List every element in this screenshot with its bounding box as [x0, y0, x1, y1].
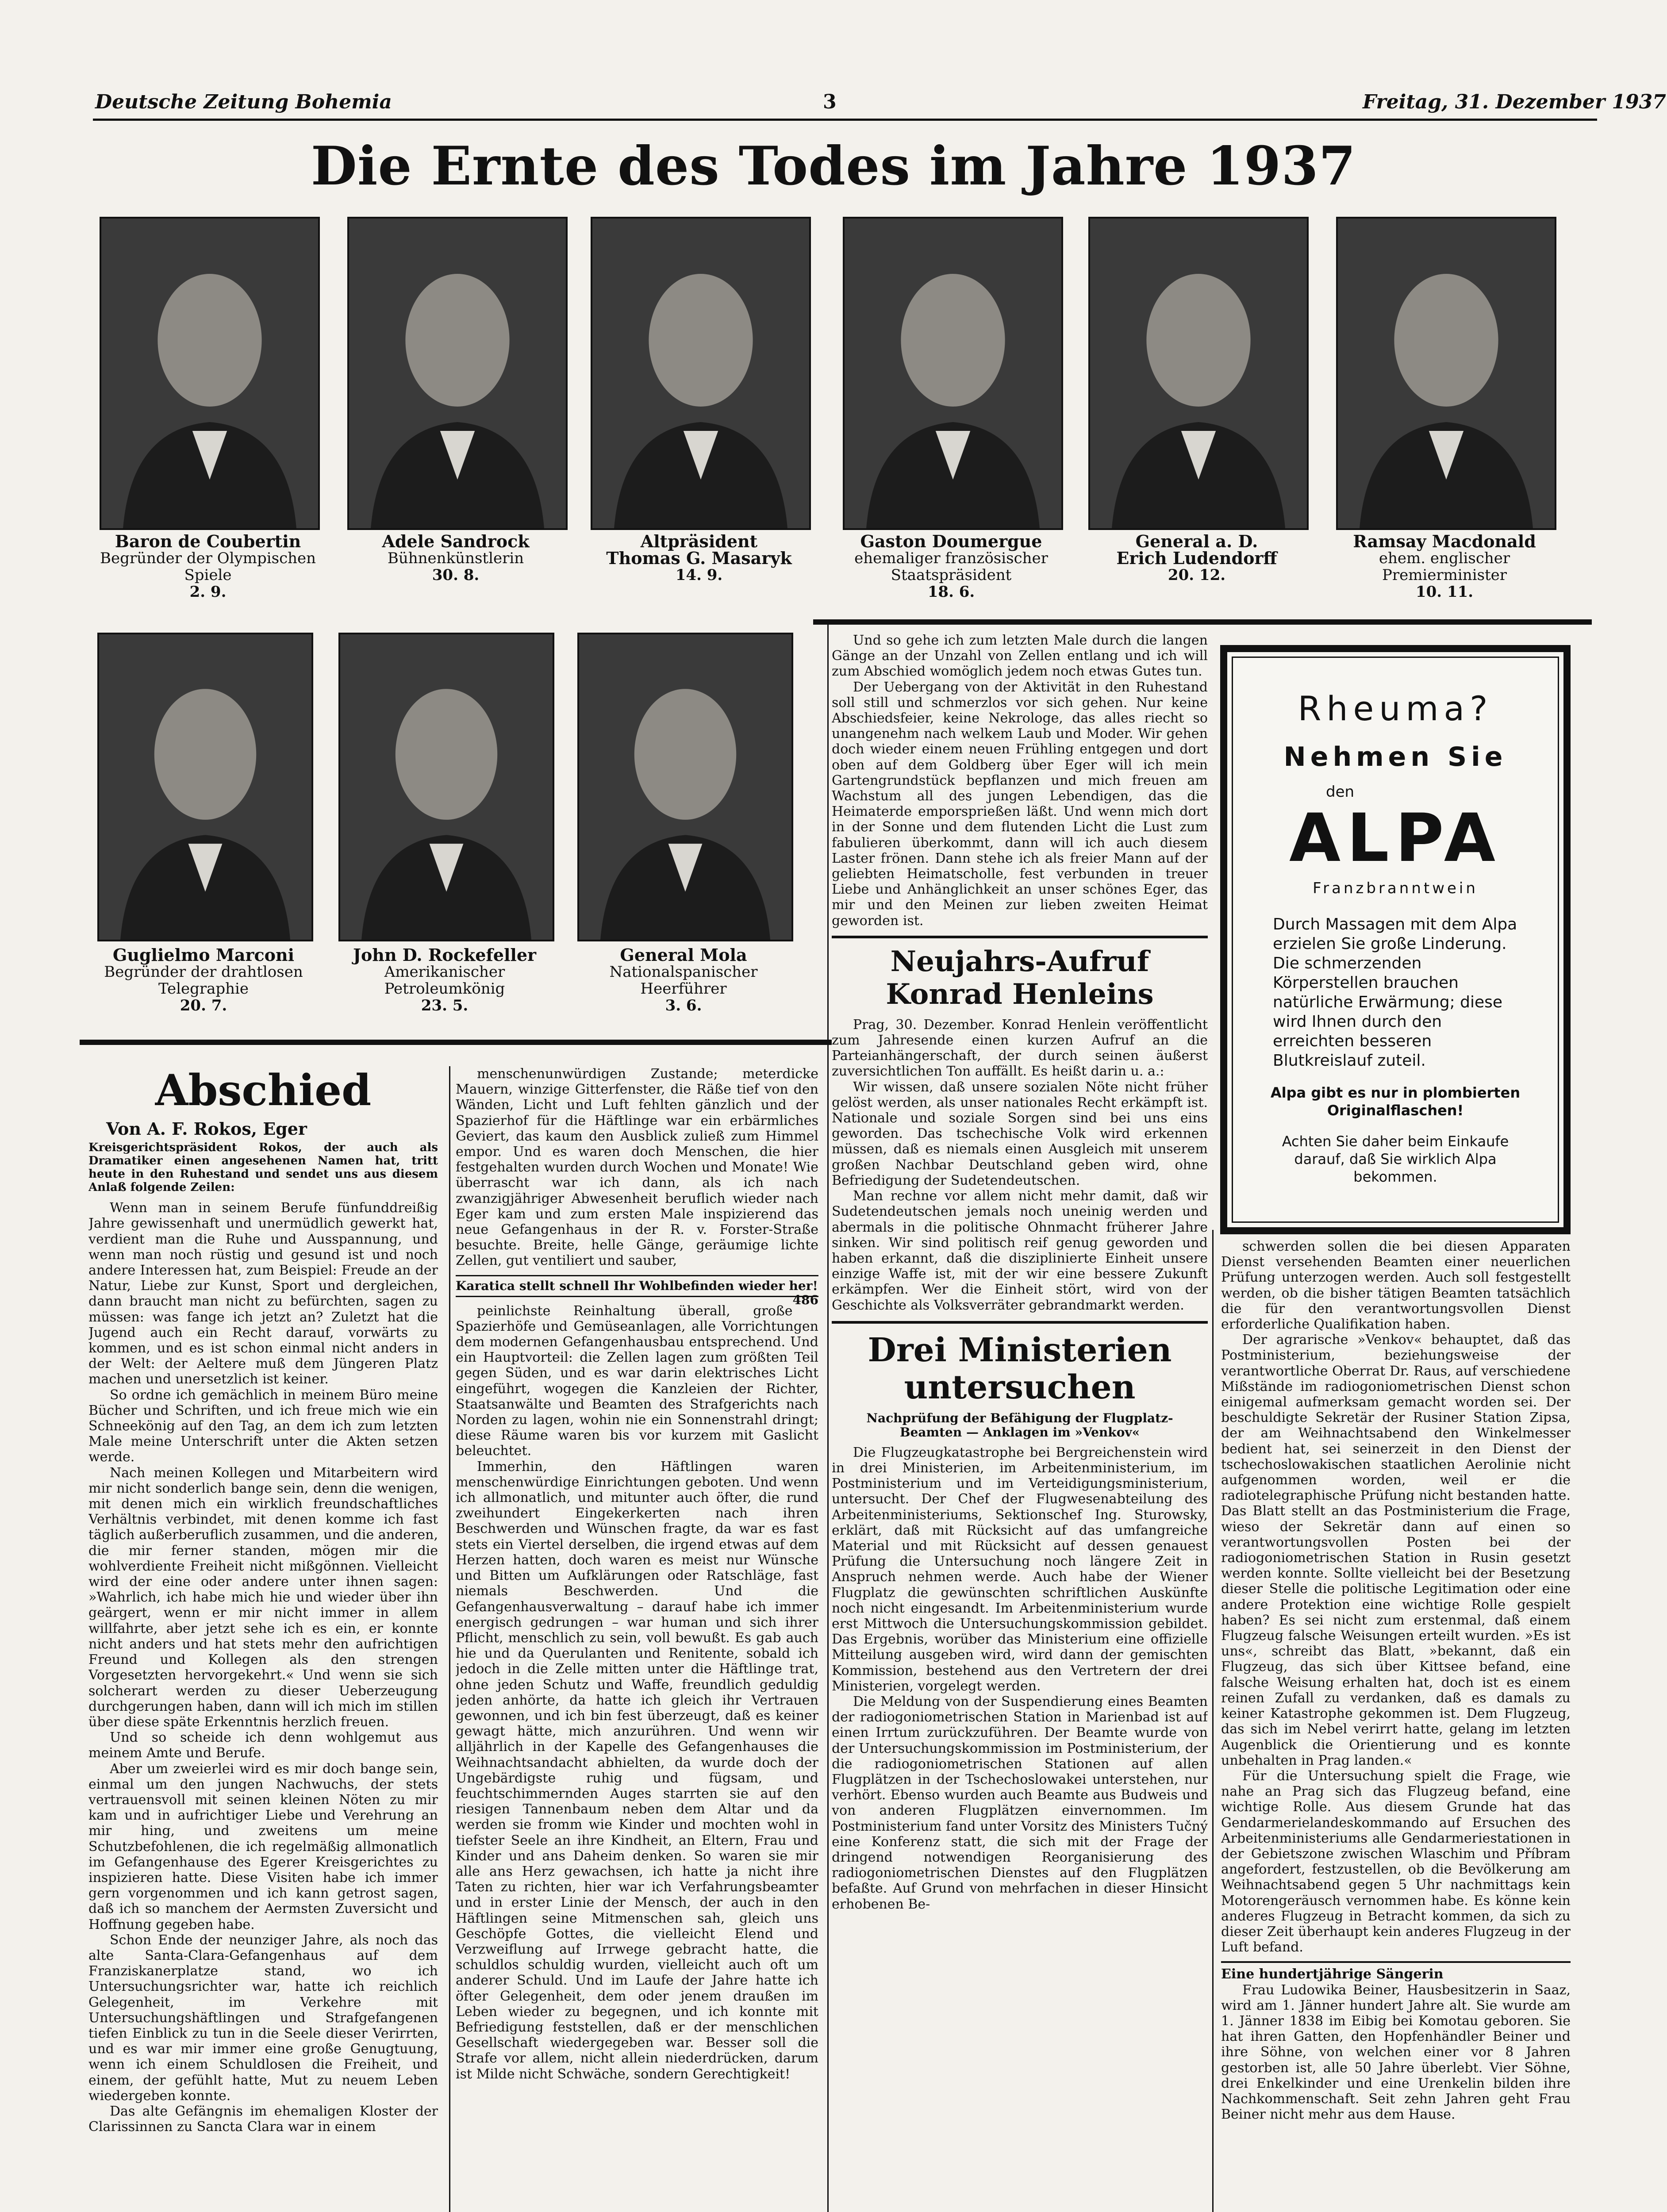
- portrait-caption: [325, 947, 564, 1014]
- person-name: General Mola: [620, 945, 747, 965]
- article-title: Abschied: [155, 1065, 372, 1115]
- person-name: Adele Sandrock: [382, 531, 530, 551]
- person-description: ehem. englischer Premierminister: [1379, 549, 1510, 584]
- paragraph: Prag, 30. Dezember. Konrad Henlein veröffentlicht zum Jahresende einen kurzen Aufruf an die Parteianhängerschaft, der durch seinen äußerst zuversichtlichen Ton auffällt. Es heißt darin u. a.:: [832, 1017, 1208, 1079]
- column-divider: [1212, 1230, 1214, 2212]
- portrait-silhouette-icon: [101, 219, 318, 528]
- portrait-silhouette-icon: [845, 219, 1061, 528]
- section-rule: [1221, 1961, 1571, 1963]
- article-byline: Von A. F. Rokos, Eger: [106, 1119, 307, 1139]
- person-name-2: Thomas G. Masaryk: [606, 548, 792, 568]
- paragraph: peinlichste Reinhaltung überall, große Spazierhöfe und Gemüseanlagen, alle Vorrichtungen dem modernen Gefangenhausbau entsprechend. Und ein Hauptvorteil: die Zellen lagen zum größten Teil gegen Süden, und es war darin elektrisches Licht eingeführt, wogegen die Kanzleien der Richter, Staatsanwälte und Beamten des Strafgerichts nach Norden zu lagen, wohin nie ein Sonnenstrahl dringt; diese Räume waren bis vor kurzem mit Gaslicht beleuchtet.: [456, 1303, 818, 1459]
- person-description: Begründer der Olympischen Spiele: [100, 549, 316, 584]
- portrait-caption: [1323, 533, 1566, 600]
- column-three: [832, 633, 1208, 2212]
- portrait-caption: [1075, 533, 1318, 584]
- neujahr-title-2: Konrad Henleins: [886, 977, 1154, 1011]
- person-description: Begründer der drahtlosen Telegraphie: [104, 963, 303, 998]
- portrait-photo: [1336, 217, 1556, 530]
- portrait-silhouette-icon: [340, 634, 553, 940]
- column-divider: [449, 1066, 450, 2212]
- portrait-silhouette-icon: [592, 219, 809, 528]
- ad-line-rheuma: Rheuma?: [1298, 689, 1493, 728]
- person-name: Ramsay Macdonald: [1353, 531, 1536, 551]
- paragraph: Aber um zweierlei wird es mir doch bange sein, einmal um den jungen Nachwuchs, der stets vertrauensvoll mit seinen kleinen Nöten zu mir kam und in aufrichtiger Liebe und Verehrung an mir hing, und zweitens um meine Schutzbefohlenen, die ich regelmäßig allmonatlich im Gefangenhause des Egerer Kreisgerichtes zu inspizieren hatte. Diese Visiten habe ich immer gern vorgenommen und ich kann getrost sagen, daß ich so manchem der Aermsten Zuversicht und Hoffnung gegeben habe.: [88, 1761, 438, 1932]
- portrait-photo: [591, 217, 811, 530]
- drei-subtitle: Nachprüfung der Befähigung der Flugplatz-Beamten — Anklagen im »Venkov«: [866, 1410, 1173, 1440]
- header-rule: [93, 119, 1597, 121]
- death-date: 23. 5.: [421, 997, 469, 1014]
- column-four: [1221, 1239, 1571, 2212]
- paragraph: Die Meldung von der Suspendierung eines Beamten der radiogoniometrischen Station in Marienbad ist auf einen Irrtum zurückzuführen. Der Beamte wurde von der Untersuchungskommission im Postministerium, der die radiogoniometrischen Stationen auf allen Flugplätzen in der Tschechoslowakei unterstehen, nur verhört. Ebenso wurden auch Beamte aus Budweis und von anderen Flugplätzen einvernommen. Im Postministerium fand unter Vorsitz des Ministers Tučný eine Konferenz statt, die sich mit der Frage der dringend notwendigen Reorganisierung des radiogoniometrischen Dienstes auf den Flugplätzen befaßte. Auf Grund von mehrfachen in dieser Hinsicht erhobenen Be-: [832, 1694, 1208, 1912]
- death-date: 20. 12.: [1168, 566, 1226, 584]
- death-date: 14. 9.: [675, 566, 723, 584]
- death-date: 3. 6.: [665, 997, 702, 1014]
- paragraph: Der Uebergang von der Aktivität in den Ruhestand soll still und schmerzlos vor sich gehen. Nur keine Abschiedsfeier, keine Nekrologe, das alles riecht so unangenehm nach welkem Laub und Moder. Wir gehen doch wieder einem neuen Frühling entgegen und dort oben auf dem Goldberg über Eger will ich mein Gartengrundstück bepflanzen und mich freuen am Wachstum all des jungen Lebendigen, das die Heimaterde emporsprießen läßt. Und wenn mich dort in der Sonne und dem flutenden Licht die Lust zum fabulieren überkommt, dann will ich auch diesem Laster frönen. Dann stehe ich als freier Mann auf der geliebten Heimatscholle, fest verbunden in treuer Liebe und Anhänglichkeit an unser schönes Eger, das mir und den Meinen zur lieben zweiten Heimat geworden ist.: [832, 679, 1208, 929]
- person-description: Nationalspanischer Heerführer: [609, 963, 758, 998]
- issue-date: Freitag, 31. Dezember 1937: [1363, 91, 1666, 113]
- portrait-caption: [86, 533, 330, 600]
- paragraph: Man rechne vor allem nicht mehr damit, daß wir Sudetendeutschen jemals noch uneinig werden und abermals in die politische Ohnmacht früherer Jahre sinken. Wir sind politisch reif genug geworden und haben erkannt, daß die disziplinierte Einheit unsere einzige Waffe ist, mit der wir eine bessere Zukunft erkämpfen. Wer die Einheit stört, wird von der Geschichte als Volksverräter gebrandmarkt werden.: [832, 1188, 1208, 1313]
- person-name: Altpräsident: [640, 531, 758, 551]
- death-date: 18. 6.: [927, 583, 975, 601]
- column-divider: [827, 624, 829, 2212]
- ad-text: Durch Massagen mit dem Alpa erzielen Sie große Linderung. Die schmerzenden Körperstellen brauchen natürliche Erwärmung; diese wird Ihnen durch den erreichten besseren Blutkreislauf zuteil.: [1273, 915, 1517, 1070]
- portrait-photo: [100, 217, 320, 530]
- portrait-caption: [334, 533, 577, 584]
- section-rule: [832, 1321, 1208, 1324]
- person-name-2: Erich Ludendorff: [1116, 548, 1277, 568]
- section-rule-right: [813, 619, 1592, 625]
- portrait-silhouette-icon: [99, 634, 311, 940]
- person-name: Gaston Doumergue: [860, 531, 1042, 551]
- paragraph: Wenn man in seinem Berufe fünfunddreißig Jahre gewissenhaft und unermüdlich gewerkt hat, verdient man die Ruhe und Ausspannung, und wenn man noch rüstig und gesund ist und noch andere Interessen hat, zum Beispiel: Freude an der Natur, Liebe zur Kunst, Sport und dergleichen, dann braucht man nicht zu befürchten, sagen zu müssen: was fange ich jetzt an? Zuletzt hat die Jugend auch ein Recht darauf, vorwärts zu kommen, und es ist schon einmal nicht anders in der Welt: der Aeltere muß dem Jüngeren Platz machen und unersetzlich ist keiner.: [88, 1200, 438, 1387]
- article-abschied: [88, 1062, 438, 2212]
- person-name: Guglielmo Marconi: [112, 945, 295, 965]
- death-date: 10. 11.: [1415, 583, 1474, 601]
- paragraph: Und so gehe ich zum letzten Male durch die langen Gänge an der Unzahl von Zellen entlang und ich will zum Abschied womöglich jedem noch etwas Gutes tun.: [832, 633, 1208, 680]
- paragraph: menschenunwürdigen Zustande; meterdicke Mauern, winzige Gitterfenster, die Räße tief von den Wänden, Licht und Luft fehlten gänzlich und der Spazierhof für die Häftlinge war ein erbärmliches Geviert, das kaum den Ausblick zuließ zum Himmel empor. Und es waren doch Menschen, die hier festgehalten wurden durch Wochen und Monate! Wie überrascht war ich dann, als ich nach zwanzigjähriger Abwesenheit beruflich wieder nach Eger kam und zum ersten Male inspizierend das neue Gefangenhaus in der R. v. Forster-Straße besuchte. Breite, helle Gänge, geräumige lichte Zellen, gut ventiliert und sauber,: [456, 1066, 818, 1269]
- ad-product: Franzbranntwein: [1313, 879, 1478, 897]
- portrait-photo: [97, 633, 313, 941]
- portrait-caption: [830, 533, 1073, 600]
- death-date: 20. 7.: [180, 997, 227, 1014]
- drei-title-2: untersuchen: [904, 1368, 1136, 1406]
- ad-line-den: den: [1326, 783, 1355, 801]
- sangerin-text: Frau Ludowika Beiner, Hausbesitzerin in Saaz, wird am 1. Jänner hundert Jahre alt. Sie wurde am 1. Jänner 1838 im Eibig bei Komotau geboren. Sie hat ihren Gatten, den Hopfenhändler Beiner und ihre Söhne, von welchen einer vor 8 Jahren gestorben ist, alle 50 Jahre überlebt. Vier Söhne, drei Enkelkinder und eine Urenkelin bilden ihre Nachkommenschaft. Seit zehn Jahren geht Frau Beiner nicht mehr aus dem Hause.: [1221, 1982, 1571, 2123]
- portrait-photo: [577, 633, 793, 941]
- paragraph: So ordne ich gemächlich in meinem Büro meine Bücher und Schriften, und ich freue mich wie ein Schneekönig auf den Tag, an dem ich zum letzten Male meine Unterschrift unter die Akten setzen werde.: [88, 1387, 438, 1465]
- notice-karatica: [456, 1275, 818, 1307]
- paragraph: Wir wissen, daß unsere sozialen Nöte nicht früher gelöst werden, als unser nationales Recht erkämpft ist. Nationale und soziale Sorgen sind bei uns eins geworden. Das tschechische Volk wird erkennen müssen, daß es niemals einen Ausgleich mit unserem großen Nachbar Deutschland geben wird, ohne Befriedigung der Sudetendeutschen.: [832, 1079, 1208, 1188]
- alpa-advertisement: [1220, 645, 1571, 1234]
- section-rule: [832, 936, 1208, 938]
- paragraph: schwerden sollen die bei diesen Apparaten Dienst versehenden Beamten einer neuerlichen Prüfung unterzogen werden. Auch soll festgestellt werden, ob die bisher tätigen Beamten tatsächlich die für den verantwortungsvollen Dienst erforderliche Qualifikation haben.: [1221, 1239, 1571, 1333]
- death-date: 2. 9.: [189, 583, 227, 601]
- portrait-silhouette-icon: [579, 634, 791, 940]
- paragraph: Das alte Gefängnis im ehemaligen Kloster der Clarissinnen zu Sancta Clara war in einem: [88, 2103, 438, 2135]
- notice-number: 486: [792, 1292, 818, 1307]
- person-name: Baron de Coubertin: [115, 531, 301, 551]
- notice-text: Karatica stellt schnell Ihr Wohlbefinden wieder her!: [456, 1278, 818, 1293]
- portrait-photo: [843, 217, 1063, 530]
- page-number: 3: [823, 91, 837, 113]
- ad-brand: ALPA: [1289, 800, 1502, 877]
- paragraph: Für die Untersuchung spielt die Frage, wie nahe an Prag sich das Flugzeug befand, eine wichtige Rolle. Aus diesem Grunde hat das Gendarmerielandeskommando auf Ersuchen des Arbeitenministeriums alle Gendarmeriestationen in der Gebietszone zwischen Wlaschim und Příbram angefordert, festzustellen, ob die Bevölkerung am Weihnachtsabend gegen 5 Uhr nachmittags kein Motorengeräusch vernommen habe. Es könne kein anderes Flugzeug in Betracht kommen, da sich zu dieser Zeit überhaupt kein anderes Flugzeug in der Luft befand.: [1221, 1768, 1571, 1955]
- paragraph: Und so scheide ich denn wohlgemut aus meinem Amte und Berufe.: [88, 1730, 438, 1761]
- ad-text-3: Achten Sie daher beim Einkaufe darauf, daß Sie wirklich Alpa bekommen.: [1282, 1133, 1509, 1185]
- portrait-caption: [564, 947, 803, 1014]
- portrait-silhouette-icon: [1090, 219, 1307, 528]
- portrait-silhouette-icon: [349, 219, 566, 528]
- person-description: Bühnenkünstlerin: [387, 549, 524, 567]
- portrait-photo: [1088, 217, 1309, 530]
- paragraph: Immerhin, den Häftlingen waren menschenwürdige Einrichtungen geboten. Und wenn ich allmonatlich, und mitunter auch öfter, die rund zweihundert Eingekerkerten nach ihren Beschwerden und Wünschen fragte, da war es fast stets ein Viertel derselben, die irgend etwas auf dem Herzen hatten, doch waren es meist nur Wünsche und Bitten um Aufklärungen oder Ratschläge, fast niemals Beschwerden. Und die Gefangenhausverwaltung – darauf habe ich immer energisch gedrungen – war human und sich ihrer Pflicht, menschlich zu sein, voll bewußt. Es gab auch hie und da Querulanten und Renitente, sobald ich jedoch in die Zelle mitten unter die Häftlinge trat, ohne jeden Schutz und Waffe, freundlich geduldig jeden anhörte, da hatte ich gleich ihr Vertrauen gewonnen, und ich bin fest überzeugt, daß es keiner gewagt hätte, mich anzurühren. Und wenn wir alljährlich in der Kapelle des Gefangenhauses die Weihnachtsandacht abhielten, da wurde doch der Ungebärdigste ruhig und fügsam, und feuchtschimmernden Auges starrten sie auf den riesigen Tannenbaum neben dem Altar und da werden sie fromm wie Kinder und mochten wohl in tiefster Seele an ihre Kindheit, an Eltern, Frau und Kinder und ans Daheim denken. So waren sie mir alle ans Herz gewachsen, ich hatte ja nicht ihre Taten zu richten, hier war ich Verfahrungsbeamter und in erster Linie der Mensch, der auch in den Häftlingen seine Mitmenschen sah, gleich uns Geschöpfe Gottes, die vielleicht Elend und Verzweiflung auf Irrwege gebracht hatte, die schuldlos schuldig wurden, vielleicht auch oft um anderer Schuld. Und im Laufe der Jahre hatte ich öfter Gelegenheit, dem oder jenem draußen im Leben wieder zu begegnen, und ich konnte mit Befriedigung feststellen, daß er der menschlichen Gesellschaft wiedergegeben war. Besser soll die Strafe vor allem, nicht allein niederdrücken, darum ist Milde nicht Schwäche, sondern Gerechtigkeit!: [456, 1459, 818, 2082]
- person-description: Amerikanischer Petroleumkönig: [384, 963, 505, 998]
- paragraph: Der agrarische »Venkov« behauptet, daß das Postministerium, beziehungsweise der verantwortliche Oberrat Dr. Raus, auf verschiedene Mißstände im radiogoniometrischen Dienst schon einigemal aufmerksam gemacht worden sei. Der beschuldigte Sekretär der Rusiner Station Zipsa, der am Weihnachtsabend den Winkelmesser bedient hat, sei seinerzeit in den Dienst der tschechoslowakischen staatlichen Aerolinie nicht aufgenommen worden, weil er die radiotelegraphische Prüfung nicht bestanden hatte. Das Blatt stellt an das Postministerium die Frage, wieso der Sekretär dann auf einen so verantwortungsvollen Posten bei der radiogoniometrischen Station in Rusin gesetzt werden konnte. Sollte vielleicht bei der Besetzung dieser Stelle die politische Legitimation oder eine andere Protektion eine wichtige Rolle gespielt haben? Es sei nicht zum erstenmal, daß einem Flugzeug falsche Weisungen erteilt wurden. »Es ist uns«, schreibt das Blatt, »bekannt, daß ein Flugzeug, das sich über Kittsee befand, eine falsche Weisung erhalten hat, doch ist es einem reinen Zufall zu verdanken, daß es damals zu keiner Katastrophe gekommen ist. Dem Flugzeug, das sich im Nebel verirrt hatte, gelang im letzten Augenblick die Orientierung und es konnte unbehalten in Prag landen.«: [1221, 1332, 1571, 1768]
- person-description: ehemaliger französischer Staatspräsident: [854, 549, 1048, 584]
- death-date: 30. 8.: [432, 566, 480, 584]
- person-name: John D. Rockefeller: [353, 945, 537, 965]
- drei-title: Drei Ministerien: [868, 1331, 1172, 1369]
- portrait-silhouette-icon: [1338, 219, 1555, 528]
- alpa-ad-frame: [1232, 657, 1559, 1223]
- paper-name: Deutsche Zeitung Bohemia: [95, 91, 392, 113]
- paragraph: Schon Ende der neunziger Jahre, als noch das alte Santa-Clara-Gefangenhaus auf dem Franziskanerplatze stand, wo ich Untersuchungsrichter war, hatte ich reichlich Gelegenheit, im Verkehre mit Untersuchungshäftlingen und Strafgefangenen tiefen Einblick zu tun in die Seele dieser Verirrten, und es war mir immer eine große Genugtuung, wenn ich einem Schuldlosen die Freiheit, und einem, der gefühlt hatte, Mut zu neuem Leben wiedergeben konnte.: [88, 1932, 438, 2104]
- ad-text-2: Alpa gibt es nur in plombierten Originalflaschen!: [1270, 1084, 1521, 1119]
- article-abschied-continued: [456, 1066, 818, 2212]
- neujahr-title: Neujahrs-Aufruf: [890, 945, 1149, 978]
- sangerin-title: Eine hundertjährige Sängerin: [1221, 1966, 1444, 1982]
- person-name: General a. D.: [1135, 531, 1258, 551]
- portrait-photo: [347, 217, 568, 530]
- portrait-caption: [84, 947, 323, 1014]
- paragraph: Die Flugzeugkatastrophe bei Bergreichenstein wird in drei Ministerien, im Arbeitenministerium, im Postministerium und im Verteidigungsministerium, untersucht. Der Chef der Flugwesenabteilung des Arbeitenministeriums, Sektionschef Ing. Sturowsky, erklärt, daß mit Rücksicht auf das umfangreiche Material und mit Rücksicht auf dessen genauest Prüfung die Untersuchung noch längere Zeit in Anspruch nehmen werde. Auch habe der Wiener Flugplatz die gewünschten schriftlichen Auskünfte noch nicht eingesandt. Im Arbeitenministerium wurde erst Mittwoch die Untersuchungskommission gebildet. Das Ergebnis, worüber das Ministerium eine offizielle Mitteilung ausgeben wird, wird dann der gemischten Kommission, bestehend aus den Vertretern der drei Ministerien, vorgelegt werden.: [832, 1444, 1208, 1694]
- ad-line-nehmen: Nehmen Sie: [1283, 741, 1507, 772]
- portrait-caption: [577, 533, 821, 584]
- section-rule: [80, 1040, 832, 1045]
- page-headline: Die Ernte des Todes im Jahre 1937: [311, 135, 1356, 197]
- paragraph: Nach meinen Kollegen und Mitarbeitern wird mir nicht sonderlich bange sein, denn die wenigen, mit denen mich ein wirklich freundschaftliches Verhältnis verbindet, mit denen komme ich fast täglich außerberuflich zusammen, und die anderen, die mir ferner standen, mögen mir die wohlverdiente Freiheit nicht mißgönnen. Vielleicht wird der eine oder andere unter ihnen sagen: »Wahrlich, ich habe mich hie und wieder über ihn geärgert, wenn er mir nicht immer in allem willfahrte, aber jetzt sehe ich es ein, er konnte nicht anders und hat stets mehr den aufrichtigen Freund und Kollegen als den strengen Vorgesetzten hervorgekehrt.« Und wenn sie sich solcherart werden zu dieser Ueberzeugung durchgerungen haben, dann will ich mich im stillen über diese späte Erkenntnis herzlich freuen.: [88, 1465, 438, 1730]
- portrait-photo: [338, 633, 554, 941]
- article-intro: Kreisgerichtspräsident Rokos, der auch als Dramatiker einen angesehenen Namen hat, tritt heute in den Ruhestand und sendet uns aus diesem Anlaß folgende Zeilen:: [88, 1141, 438, 1194]
